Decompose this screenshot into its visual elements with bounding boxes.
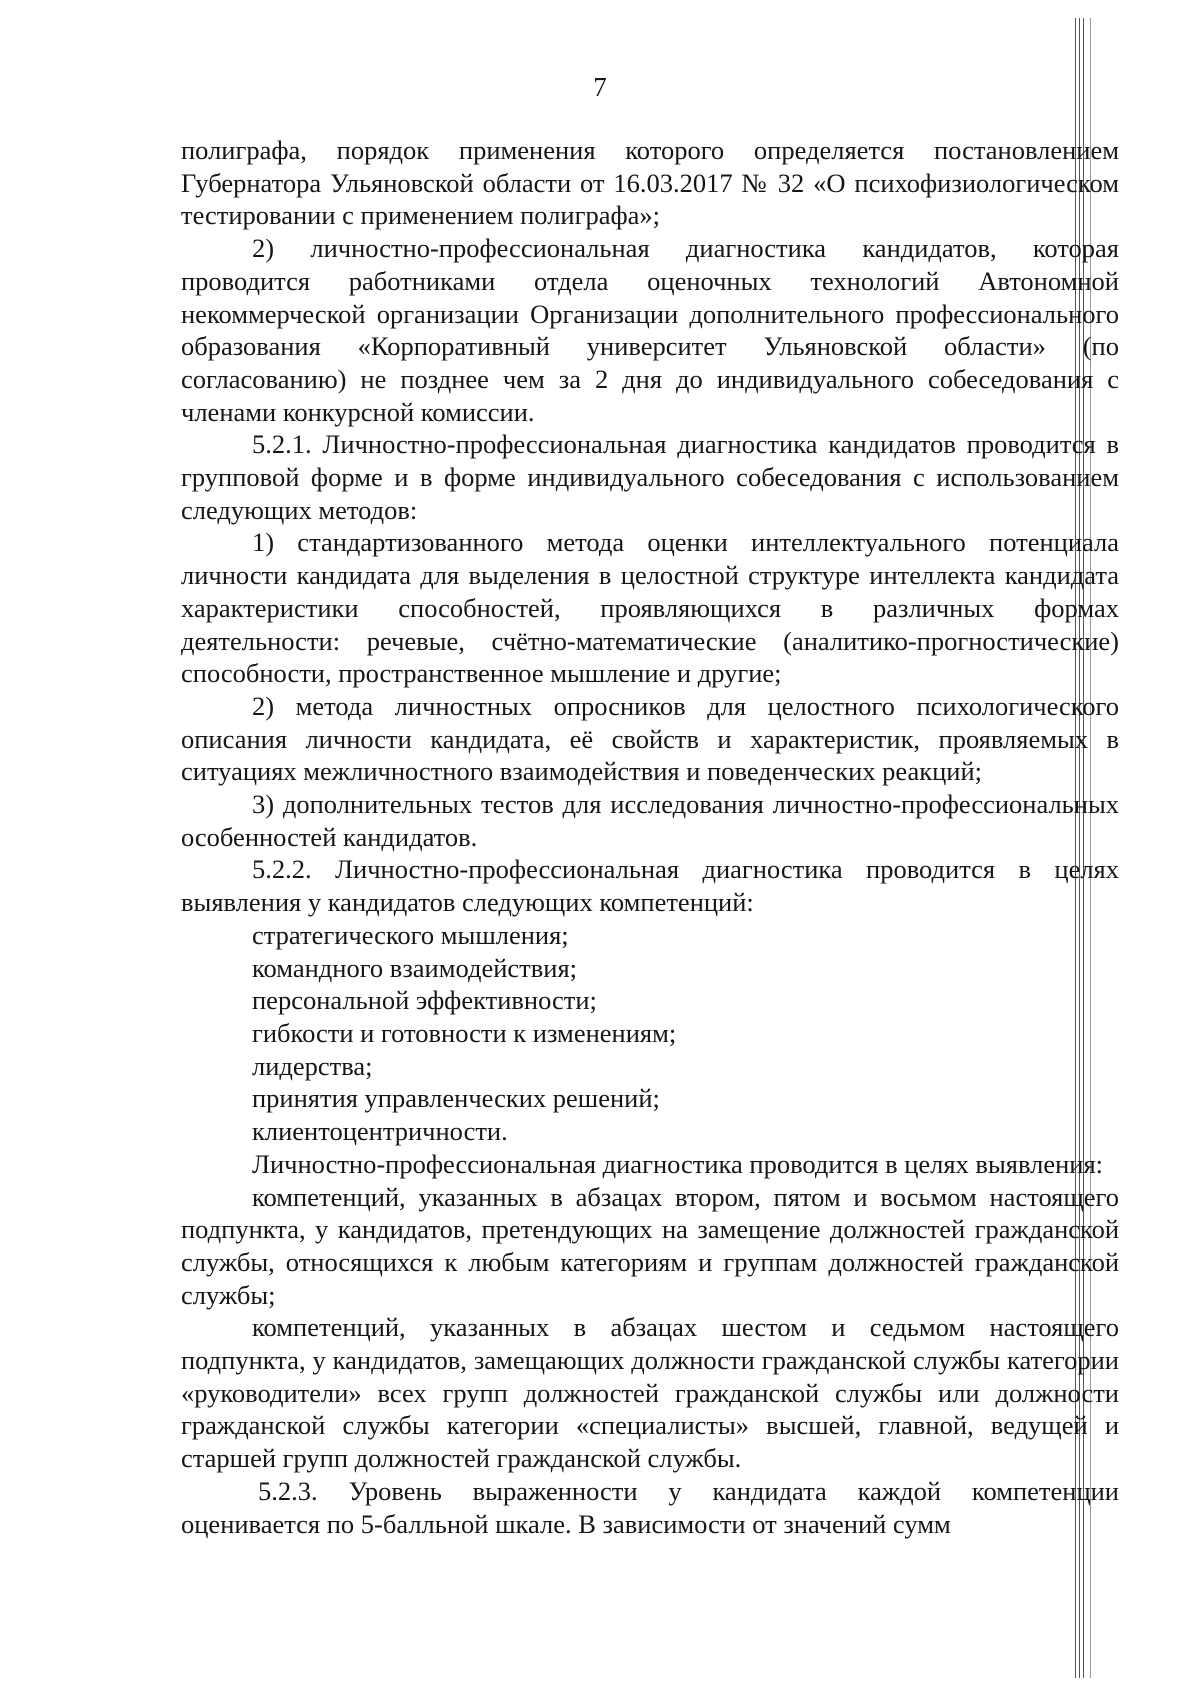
list-item: стратегического мышления; bbox=[252, 919, 569, 950]
paragraph: Личностно-профессиональная диагностика проводится в целях выявления: bbox=[252, 1148, 1104, 1179]
page-number: 7 bbox=[593, 72, 607, 102]
paragraph: 3) дополнительных тестов для исследования личностно-профессиональных особенностей кандидатов. bbox=[181, 789, 1119, 852]
paragraph: 2) метода личностных опросников для целостного психологического описания личности кандидата, её свойств и характеристик, проявляемых в ситуациях межличностного взаимодействия и поведенческих реакций; bbox=[181, 690, 1119, 787]
list-item: лидерства; bbox=[252, 1050, 373, 1081]
paragraph: компетенций, указанных в абзацах втором, пятом и восьмом настоящего подпункта, у кандидатов, претендующих на замещение должностей гражданской службы, относящихся к любым категориям и группам должностей гражданской службы; bbox=[181, 1181, 1119, 1310]
paragraph: полиграфа, порядок применения которого определяется постановлением Губернатора Ульяновской области от 16.03.2017 № 32 «О психофизиологическом тестировании с применением полиграфа»; bbox=[181, 135, 1119, 231]
paragraph: 5.2.3. Уровень выраженности у кандидата каждой компетенции оценивается по 5-балльной шкале. В зависимости от значений сумм bbox=[181, 1475, 1119, 1539]
competency-list bbox=[181, 919, 1119, 1148]
document-body bbox=[181, 134, 1119, 1540]
paragraph: 2) личностно-профессиональная диагностика кандидатов, которая проводится работниками отдела оценочных технологий Автономной некоммерческой организации Организации дополнительного профессионального образования «Корпоративный университет Ульяновской области» (по согласованию) не позднее чем за 2 дня до индивидуального собеседования с членами конкурсной комиссии. bbox=[181, 233, 1119, 427]
list-item: гибкости и готовности к изменениям; bbox=[252, 1017, 677, 1048]
list-item: персональной эффективности; bbox=[252, 985, 597, 1016]
paragraph: 5.2.1. Личностно-профессиональная диагностика кандидатов проводится в групповой форме и в форме индивидуального собеседования с использованием следующих методов: bbox=[181, 429, 1119, 525]
paragraph: 5.2.2. Личностно-профессиональная диагностика проводится в целях выявления у кандидатов следующих компетенций: bbox=[181, 854, 1119, 918]
paragraph: компетенций, указанных в абзацах шестом и седьмом настоящего подпункта, у кандидатов, замещающих должности гражданской службы категории «руководители» всех групп должностей гражданской службы или должности гражданской службы категории «специалисты» высшей, главной, ведущей и старшей групп должностей гражданской службы. bbox=[181, 1312, 1119, 1474]
list-item: командного взаимодействия; bbox=[252, 952, 578, 983]
list-item: принятия управленческих решений; bbox=[252, 1083, 660, 1114]
list-item: клиентоцентричности. bbox=[252, 1116, 508, 1147]
paragraph: 1) стандартизованного метода оценки интеллектуального потенциала личности кандидата для выделения в целостной структуре интеллекта кандидата характеристики способностей, проявляющихся в различных формах деятельности: речевые, счётно-математические (аналитико-прогностические) способности, пространственное мышление и другие; bbox=[181, 527, 1119, 689]
